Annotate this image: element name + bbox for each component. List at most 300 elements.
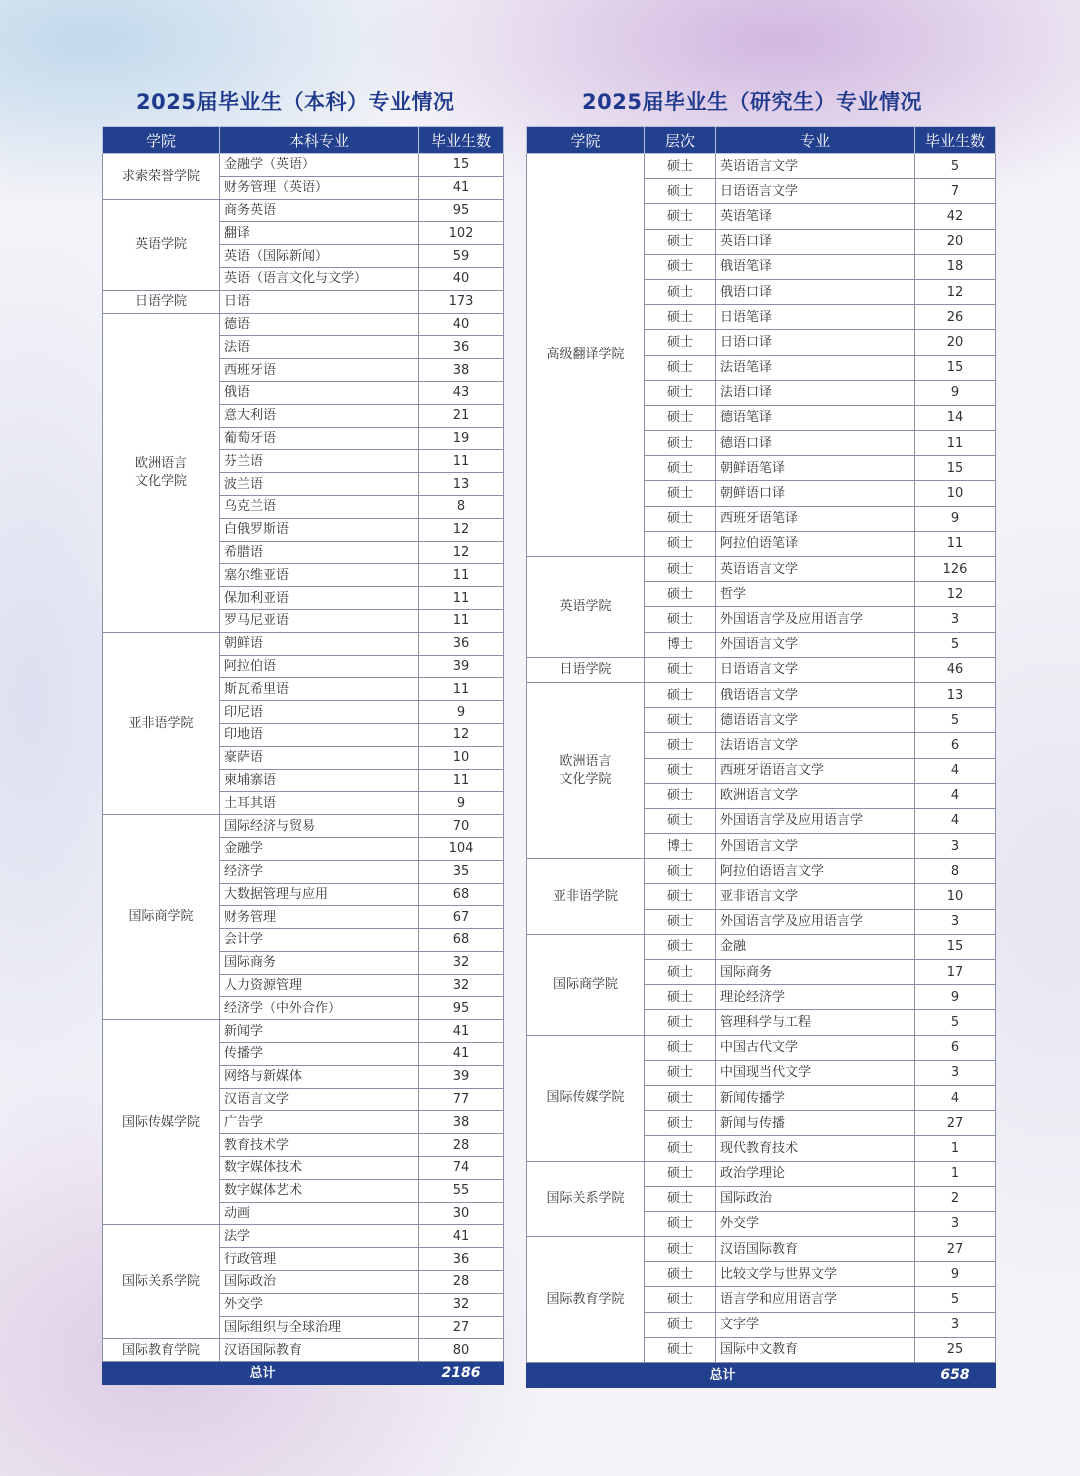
graduate-count-cell: 41 — [419, 1225, 504, 1248]
degree-level-cell: 硕士 — [645, 1010, 716, 1035]
graduate-count-cell: 5 — [915, 708, 996, 733]
graduate-count-cell: 41 — [419, 1043, 504, 1066]
graduate-count-cell: 41 — [419, 176, 504, 199]
graduate-count-cell: 12 — [915, 279, 996, 304]
major-name-cell: 动画 — [220, 1202, 419, 1225]
major-name-cell: 翻译 — [220, 222, 419, 245]
college-name-cell: 亚非语学院 — [527, 859, 645, 935]
total-label: 总计 — [103, 1362, 419, 1385]
degree-level-cell: 硕士 — [645, 934, 716, 959]
graduate-count-cell: 11 — [419, 609, 504, 632]
graduate-count-cell: 36 — [419, 336, 504, 359]
graduate-count-cell: 9 — [915, 985, 996, 1010]
major-name-cell: 外交学 — [716, 1211, 915, 1236]
header-level: 层次 — [645, 127, 716, 154]
table-row — [103, 199, 504, 222]
graduate-count-cell: 67 — [419, 906, 504, 929]
undergrad-title: 2025届毕业生（本科）专业情况 — [136, 90, 455, 114]
degree-level-cell: 硕士 — [645, 1060, 716, 1085]
major-name-cell: 德语口译 — [716, 431, 915, 456]
graduate-count-cell: 102 — [419, 222, 504, 245]
college-name-cell: 欧洲语言 文化学院 — [527, 682, 645, 858]
major-name-cell: 意大利语 — [220, 404, 419, 427]
graduate-count-cell: 5 — [915, 154, 996, 179]
degree-level-cell: 硕士 — [645, 405, 716, 430]
major-name-cell: 英语笔译 — [716, 204, 915, 229]
major-name-cell: 金融 — [716, 934, 915, 959]
degree-level-cell: 硕士 — [645, 1035, 716, 1060]
graduate-count-cell: 20 — [915, 330, 996, 355]
college-name-cell: 日语学院 — [527, 657, 645, 682]
graduate-count-cell: 4 — [915, 758, 996, 783]
major-name-cell: 经济学（中外合作） — [220, 997, 419, 1020]
major-name-cell: 国际中文教育 — [716, 1337, 915, 1362]
graduate-count-cell: 42 — [915, 204, 996, 229]
major-name-cell: 金融学（英语） — [220, 154, 419, 177]
graduate-count-cell: 1 — [915, 1161, 996, 1186]
major-name-cell: 印尼语 — [220, 701, 419, 724]
graduate-count-cell: 27 — [915, 1111, 996, 1136]
major-name-cell: 中国现当代文学 — [716, 1060, 915, 1085]
major-name-cell: 阿拉伯语 — [220, 655, 419, 678]
graduate-count-cell: 80 — [419, 1339, 504, 1362]
table-header-row — [103, 127, 504, 154]
graduate-count-cell: 39 — [419, 655, 504, 678]
degree-level-cell: 硕士 — [645, 481, 716, 506]
table-row — [103, 632, 504, 655]
graduate-count-cell: 19 — [419, 427, 504, 450]
total-count: 2186 — [419, 1362, 504, 1385]
table-row — [103, 154, 504, 177]
graduate-count-cell: 6 — [915, 733, 996, 758]
major-name-cell: 数字媒体技术 — [220, 1157, 419, 1180]
graduate-count-cell: 104 — [419, 837, 504, 860]
graduate-count-cell: 12 — [419, 723, 504, 746]
major-name-cell: 财务管理（英语） — [220, 176, 419, 199]
table-row — [103, 313, 504, 336]
total-label: 总计 — [527, 1363, 915, 1388]
major-name-cell: 大数据管理与应用 — [220, 883, 419, 906]
graduate-count-cell: 74 — [419, 1157, 504, 1180]
graduate-count-cell: 36 — [419, 1248, 504, 1271]
header-college: 学院 — [527, 127, 645, 154]
graduate-count-cell: 3 — [915, 1312, 996, 1337]
degree-level-cell: 硕士 — [645, 607, 716, 632]
major-name-cell: 塞尔维亚语 — [220, 564, 419, 587]
major-name-cell: 现代教育技术 — [716, 1136, 915, 1161]
major-name-cell: 经济学 — [220, 860, 419, 883]
graduate-count-cell: 38 — [419, 1111, 504, 1134]
undergrad-table — [102, 126, 504, 1385]
postgrad-table — [526, 126, 996, 1388]
college-name-cell: 国际传媒学院 — [527, 1035, 645, 1161]
graduate-count-cell: 12 — [915, 582, 996, 607]
degree-level-cell: 硕士 — [645, 179, 716, 204]
major-name-cell: 外国语言学及应用语言学 — [716, 607, 915, 632]
major-name-cell: 俄语笔译 — [716, 254, 915, 279]
graduate-count-cell: 11 — [915, 431, 996, 456]
graduate-count-cell: 9 — [419, 701, 504, 724]
graduate-count-cell: 4 — [915, 783, 996, 808]
major-name-cell: 希腊语 — [220, 541, 419, 564]
header-count: 毕业生数 — [915, 127, 996, 154]
major-name-cell: 阿拉伯语语言文学 — [716, 859, 915, 884]
degree-level-cell: 博士 — [645, 632, 716, 657]
degree-level-cell: 硕士 — [645, 758, 716, 783]
graduate-count-cell: 9 — [915, 380, 996, 405]
major-name-cell: 汉语言文学 — [220, 1088, 419, 1111]
graduate-count-cell: 5 — [915, 1010, 996, 1035]
graduate-count-cell: 95 — [419, 199, 504, 222]
degree-level-cell: 硕士 — [645, 431, 716, 456]
major-name-cell: 保加利亚语 — [220, 587, 419, 610]
graduate-count-cell: 15 — [915, 355, 996, 380]
college-name-cell: 日语学院 — [103, 290, 220, 313]
major-name-cell: 传播学 — [220, 1043, 419, 1066]
degree-level-cell: 硕士 — [645, 657, 716, 682]
major-name-cell: 芬兰语 — [220, 450, 419, 473]
college-name-cell: 国际教育学院 — [103, 1339, 220, 1362]
degree-level-cell: 硕士 — [645, 154, 716, 179]
degree-level-cell: 硕士 — [645, 1161, 716, 1186]
graduate-count-cell: 3 — [915, 909, 996, 934]
graduate-count-cell: 68 — [419, 883, 504, 906]
graduate-count-cell: 39 — [419, 1065, 504, 1088]
major-name-cell: 广告学 — [220, 1111, 419, 1134]
major-name-cell: 亚非语言文学 — [716, 884, 915, 909]
major-name-cell: 文字学 — [716, 1312, 915, 1337]
table-row — [527, 1035, 996, 1060]
college-name-cell: 国际关系学院 — [103, 1225, 220, 1339]
graduate-count-cell: 5 — [915, 632, 996, 657]
college-name-cell: 欧洲语言 文化学院 — [103, 313, 220, 632]
college-name-cell: 求索荣誉学院 — [103, 154, 220, 200]
major-name-cell: 德语笔译 — [716, 405, 915, 430]
major-name-cell: 法语口译 — [716, 380, 915, 405]
major-name-cell: 朝鲜语口译 — [716, 481, 915, 506]
degree-level-cell: 硕士 — [645, 1262, 716, 1287]
table-row — [103, 815, 504, 838]
major-name-cell: 网络与新媒体 — [220, 1065, 419, 1088]
graduate-count-cell: 13 — [915, 682, 996, 707]
graduate-count-cell: 10 — [915, 481, 996, 506]
major-name-cell: 英语口译 — [716, 229, 915, 254]
graduate-count-cell: 18 — [915, 254, 996, 279]
major-name-cell: 外国语言文学 — [716, 632, 915, 657]
graduate-count-cell: 10 — [419, 746, 504, 769]
degree-level-cell: 硕士 — [645, 254, 716, 279]
graduate-count-cell: 17 — [915, 960, 996, 985]
major-name-cell: 商务英语 — [220, 199, 419, 222]
major-name-cell: 国际经济与贸易 — [220, 815, 419, 838]
degree-level-cell: 硕士 — [645, 557, 716, 582]
major-name-cell: 俄语 — [220, 381, 419, 404]
major-name-cell: 法语 — [220, 336, 419, 359]
table-row — [103, 1225, 504, 1248]
major-name-cell: 朝鲜语 — [220, 632, 419, 655]
graduate-count-cell: 173 — [419, 290, 504, 313]
major-name-cell: 国际组织与全球治理 — [220, 1316, 419, 1339]
major-name-cell: 欧洲语言文学 — [716, 783, 915, 808]
table-row — [527, 859, 996, 884]
major-name-cell: 人力资源管理 — [220, 974, 419, 997]
major-name-cell: 国际政治 — [220, 1271, 419, 1294]
major-name-cell: 法语笔译 — [716, 355, 915, 380]
major-name-cell: 哲学 — [716, 582, 915, 607]
graduate-count-cell: 12 — [419, 518, 504, 541]
graduate-count-cell: 5 — [915, 1287, 996, 1312]
major-name-cell: 理论经济学 — [716, 985, 915, 1010]
postgrad-title: 2025届毕业生（研究生）专业情况 — [582, 90, 922, 114]
table-row — [527, 154, 996, 179]
graduate-count-cell: 2 — [915, 1186, 996, 1211]
total-row — [527, 1363, 996, 1388]
header-major: 本科专业 — [220, 127, 419, 154]
graduate-count-cell: 43 — [419, 381, 504, 404]
major-name-cell: 行政管理 — [220, 1248, 419, 1271]
major-name-cell: 外国语言学及应用语言学 — [716, 909, 915, 934]
degree-level-cell: 硕士 — [645, 229, 716, 254]
degree-level-cell: 硕士 — [645, 456, 716, 481]
major-name-cell: 汉语国际教育 — [220, 1339, 419, 1362]
degree-level-cell: 硕士 — [645, 582, 716, 607]
graduate-count-cell: 15 — [419, 154, 504, 177]
graduate-count-cell: 11 — [419, 564, 504, 587]
graduate-count-cell: 15 — [915, 934, 996, 959]
graduate-count-cell: 11 — [419, 587, 504, 610]
graduate-count-cell: 28 — [419, 1134, 504, 1157]
graduate-count-cell: 68 — [419, 929, 504, 952]
table-row — [527, 934, 996, 959]
graduate-count-cell: 25 — [915, 1337, 996, 1362]
degree-level-cell: 硕士 — [645, 960, 716, 985]
major-name-cell: 白俄罗斯语 — [220, 518, 419, 541]
degree-level-cell: 硕士 — [645, 330, 716, 355]
table-row — [527, 1237, 996, 1262]
total-row — [103, 1362, 504, 1385]
major-name-cell: 英语（语言文化与文学） — [220, 267, 419, 290]
major-name-cell: 俄语语言文学 — [716, 682, 915, 707]
major-name-cell: 比较文学与世界文学 — [716, 1262, 915, 1287]
major-name-cell: 外国语言文学 — [716, 834, 915, 859]
degree-level-cell: 硕士 — [645, 985, 716, 1010]
graduate-count-cell: 21 — [419, 404, 504, 427]
table-row — [527, 682, 996, 707]
major-name-cell: 新闻传播学 — [716, 1085, 915, 1110]
major-name-cell: 葡萄牙语 — [220, 427, 419, 450]
major-name-cell: 财务管理 — [220, 906, 419, 929]
graduate-count-cell: 95 — [419, 997, 504, 1020]
major-name-cell: 外交学 — [220, 1293, 419, 1316]
graduate-count-cell: 9 — [915, 1262, 996, 1287]
major-name-cell: 德语 — [220, 313, 419, 336]
graduate-count-cell: 38 — [419, 359, 504, 382]
total-count: 658 — [915, 1363, 996, 1388]
degree-level-cell: 硕士 — [645, 859, 716, 884]
major-name-cell: 会计学 — [220, 929, 419, 952]
degree-level-cell: 硕士 — [645, 708, 716, 733]
major-name-cell: 日语笔译 — [716, 305, 915, 330]
graduate-count-cell: 6 — [915, 1035, 996, 1060]
college-name-cell: 国际教育学院 — [527, 1237, 645, 1363]
major-name-cell: 日语语言文学 — [716, 657, 915, 682]
major-name-cell: 金融学 — [220, 837, 419, 860]
major-name-cell: 西班牙语 — [220, 359, 419, 382]
major-name-cell: 英语语言文学 — [716, 557, 915, 582]
degree-level-cell: 硕士 — [645, 506, 716, 531]
degree-level-cell: 硕士 — [645, 204, 716, 229]
graduate-count-cell: 11 — [419, 450, 504, 473]
degree-level-cell: 硕士 — [645, 355, 716, 380]
degree-level-cell: 硕士 — [645, 783, 716, 808]
graduate-count-cell: 8 — [915, 859, 996, 884]
major-name-cell: 西班牙语语言文学 — [716, 758, 915, 783]
major-name-cell: 乌克兰语 — [220, 495, 419, 518]
graduate-count-cell: 3 — [915, 1211, 996, 1236]
graduate-count-cell: 26 — [915, 305, 996, 330]
table-header-row — [527, 127, 996, 154]
major-name-cell: 波兰语 — [220, 473, 419, 496]
major-name-cell: 英语语言文学 — [716, 154, 915, 179]
header-college: 学院 — [103, 127, 220, 154]
table-row — [527, 657, 996, 682]
major-name-cell: 英语（国际新闻） — [220, 245, 419, 268]
major-name-cell: 国际商务 — [220, 951, 419, 974]
graduate-count-cell: 3 — [915, 834, 996, 859]
major-name-cell: 日语口译 — [716, 330, 915, 355]
major-name-cell: 印地语 — [220, 723, 419, 746]
graduate-count-cell: 36 — [419, 632, 504, 655]
graduate-count-cell: 10 — [915, 884, 996, 909]
graduate-count-cell: 70 — [419, 815, 504, 838]
graduate-count-cell: 27 — [419, 1316, 504, 1339]
graduate-count-cell: 27 — [915, 1237, 996, 1262]
graduate-count-cell: 8 — [419, 495, 504, 518]
degree-level-cell: 硕士 — [645, 1085, 716, 1110]
degree-level-cell: 硕士 — [645, 305, 716, 330]
major-name-cell: 新闻与传播 — [716, 1111, 915, 1136]
major-name-cell: 阿拉伯语笔译 — [716, 531, 915, 556]
graduate-count-cell: 14 — [915, 405, 996, 430]
graduate-count-cell: 4 — [915, 808, 996, 833]
graduate-count-cell: 126 — [915, 557, 996, 582]
major-name-cell: 国际商务 — [716, 960, 915, 985]
graduate-count-cell: 15 — [915, 456, 996, 481]
graduate-count-cell: 20 — [915, 229, 996, 254]
table-row — [103, 1020, 504, 1043]
graduate-count-cell: 9 — [419, 792, 504, 815]
major-name-cell: 语言学和应用语言学 — [716, 1287, 915, 1312]
major-name-cell: 国际政治 — [716, 1186, 915, 1211]
major-name-cell: 豪萨语 — [220, 746, 419, 769]
major-name-cell: 土耳其语 — [220, 792, 419, 815]
header-count: 毕业生数 — [419, 127, 504, 154]
degree-level-cell: 硕士 — [645, 1136, 716, 1161]
college-name-cell: 国际关系学院 — [527, 1161, 645, 1237]
table-row — [103, 1339, 504, 1362]
graduate-count-cell: 3 — [915, 1060, 996, 1085]
degree-level-cell: 硕士 — [645, 1237, 716, 1262]
major-name-cell: 汉语国际教育 — [716, 1237, 915, 1262]
degree-level-cell: 硕士 — [645, 1186, 716, 1211]
degree-level-cell: 硕士 — [645, 279, 716, 304]
graduate-count-cell: 11 — [419, 769, 504, 792]
degree-level-cell: 硕士 — [645, 808, 716, 833]
college-name-cell: 国际商学院 — [527, 934, 645, 1035]
graduate-count-cell: 40 — [419, 313, 504, 336]
major-name-cell: 斯瓦希里语 — [220, 678, 419, 701]
major-name-cell: 法语语言文学 — [716, 733, 915, 758]
college-name-cell: 英语学院 — [527, 557, 645, 658]
degree-level-cell: 博士 — [645, 834, 716, 859]
graduate-count-cell: 12 — [419, 541, 504, 564]
major-name-cell: 日语语言文学 — [716, 179, 915, 204]
header-major: 专业 — [716, 127, 915, 154]
graduate-count-cell: 32 — [419, 974, 504, 997]
degree-level-cell: 硕士 — [645, 380, 716, 405]
college-name-cell: 英语学院 — [103, 199, 220, 290]
major-name-cell: 教育技术学 — [220, 1134, 419, 1157]
graduate-count-cell: 13 — [419, 473, 504, 496]
degree-level-cell: 硕士 — [645, 1312, 716, 1337]
degree-level-cell: 硕士 — [645, 1211, 716, 1236]
degree-level-cell: 硕士 — [645, 884, 716, 909]
college-name-cell: 国际传媒学院 — [103, 1020, 220, 1225]
college-name-cell: 国际商学院 — [103, 815, 220, 1020]
graduate-count-cell: 7 — [915, 179, 996, 204]
graduate-count-cell: 11 — [915, 531, 996, 556]
degree-level-cell: 硕士 — [645, 682, 716, 707]
graduate-count-cell: 46 — [915, 657, 996, 682]
major-name-cell: 柬埔寨语 — [220, 769, 419, 792]
graduate-count-cell: 3 — [915, 607, 996, 632]
major-name-cell: 外国语言学及应用语言学 — [716, 808, 915, 833]
major-name-cell: 法学 — [220, 1225, 419, 1248]
graduate-count-cell: 30 — [419, 1202, 504, 1225]
table-row — [103, 290, 504, 313]
graduate-count-cell: 55 — [419, 1179, 504, 1202]
graduate-count-cell: 40 — [419, 267, 504, 290]
major-name-cell: 中国古代文学 — [716, 1035, 915, 1060]
major-name-cell: 新闻学 — [220, 1020, 419, 1043]
graduate-count-cell: 11 — [419, 678, 504, 701]
graduate-count-cell: 32 — [419, 951, 504, 974]
graduate-count-cell: 59 — [419, 245, 504, 268]
college-name-cell: 高级翻译学院 — [527, 154, 645, 557]
degree-level-cell: 硕士 — [645, 733, 716, 758]
degree-level-cell: 硕士 — [645, 1111, 716, 1136]
major-name-cell: 管理科学与工程 — [716, 1010, 915, 1035]
graduate-count-cell: 32 — [419, 1293, 504, 1316]
degree-level-cell: 硕士 — [645, 531, 716, 556]
major-name-cell: 罗马尼亚语 — [220, 609, 419, 632]
major-name-cell: 数字媒体艺术 — [220, 1179, 419, 1202]
table-row — [527, 557, 996, 582]
graduate-count-cell: 9 — [915, 506, 996, 531]
graduate-count-cell: 41 — [419, 1020, 504, 1043]
major-name-cell: 日语 — [220, 290, 419, 313]
table-row — [527, 1161, 996, 1186]
major-name-cell: 政治学理论 — [716, 1161, 915, 1186]
graduate-count-cell: 28 — [419, 1271, 504, 1294]
major-name-cell: 西班牙语笔译 — [716, 506, 915, 531]
graduate-count-cell: 77 — [419, 1088, 504, 1111]
graduate-count-cell: 4 — [915, 1085, 996, 1110]
degree-level-cell: 硕士 — [645, 1287, 716, 1312]
major-name-cell: 朝鲜语笔译 — [716, 456, 915, 481]
major-name-cell: 俄语口译 — [716, 279, 915, 304]
graduate-count-cell: 35 — [419, 860, 504, 883]
